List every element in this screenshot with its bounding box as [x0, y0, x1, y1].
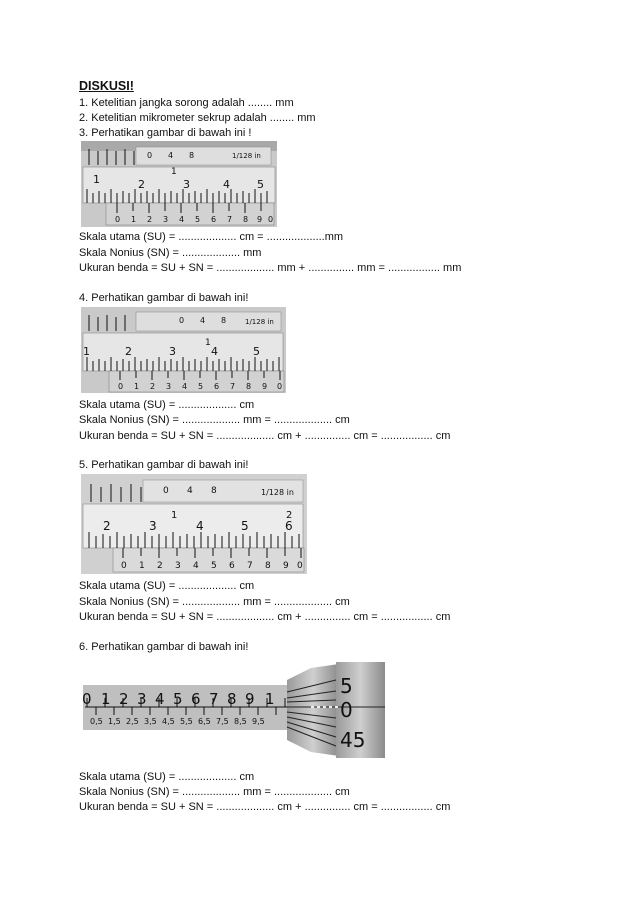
- caliper-inch-small: 1: [171, 167, 177, 177]
- question-5: 5. Perhatikan gambar di bawah ini!: [79, 459, 249, 471]
- caliper-inch-unit: 1/128 in: [261, 488, 294, 497]
- caliper-vernier-label: 9: [283, 561, 289, 571]
- micrometer-sleeve-label: 4: [155, 690, 165, 708]
- caliper-main-label: 1: [83, 345, 90, 358]
- question-6: 6. Perhatikan gambar di bawah ini!: [79, 641, 249, 653]
- q5-main-scale: Skala utama (SU) = ................... cm: [79, 580, 255, 592]
- caliper-upper-label: 4: [200, 316, 206, 325]
- caliper-vernier-label: 0: [297, 561, 303, 571]
- q3-vernier-scale: Skala Nonius (SN) = ................... mm: [79, 247, 262, 259]
- caliper-inch-small-2: 2: [286, 510, 293, 521]
- micrometer-sleeve-label: 0: [82, 690, 92, 708]
- caliper-vernier-label: 5: [195, 215, 201, 224]
- caliper-main-label: 4: [196, 519, 204, 533]
- caliper-vernier-label: 1: [134, 382, 140, 391]
- caliper-main-label: 5: [253, 345, 260, 358]
- caliper-vernier-label: 4: [193, 561, 199, 571]
- micrometer-sleeve-label: 9: [245, 690, 255, 708]
- q5-object-size: Ukuran benda = SU + SN = ................... cm + ............... cm = ................. cm: [79, 611, 451, 623]
- caliper-main-label: 3: [183, 178, 190, 191]
- caliper-vernier-label: 6: [211, 215, 217, 224]
- caliper-vernier-label: 0: [121, 561, 127, 571]
- question-2: 2. Ketelitian mikrometer sekrup adalah ........ mm: [79, 112, 316, 124]
- caliper-main-label: 2: [138, 178, 145, 191]
- caliper-vernier-label: 5: [211, 561, 217, 571]
- question-4: 4. Perhatikan gambar di bawah ini!: [79, 292, 249, 304]
- question-1: 1. Ketelitian jangka sorong adalah ........ mm: [79, 97, 294, 109]
- caliper-vernier-label: 9: [262, 382, 268, 391]
- q5-vernier-scale: Skala Nonius (SN) = ................... mm = ................... cm: [79, 596, 350, 608]
- caliper-main-label: 5: [257, 178, 264, 191]
- caliper-vernier-label: 3: [163, 215, 169, 224]
- caliper-vernier-label: 8: [243, 215, 249, 224]
- micrometer-sleeve-label: 3: [137, 690, 147, 708]
- caliper-inch-unit: 1/128 in: [232, 152, 261, 160]
- caliper-vernier-label: 3: [175, 561, 181, 571]
- caliper-vernier-label: 8: [246, 382, 252, 391]
- micrometer-sleeve-label: 2: [119, 690, 129, 708]
- caliper-main-label: 5: [241, 519, 249, 533]
- micrometer-half-label: 9,5: [252, 717, 265, 726]
- caliper-upper-label: 4: [168, 151, 174, 160]
- caliper-vernier-label: 1: [131, 215, 137, 224]
- caliper-main-label-6: 6: [285, 519, 293, 533]
- micrometer-sleeve-label: 7: [209, 690, 219, 708]
- caliper-upper-label: 8: [211, 486, 217, 496]
- caliper-vernier-label: 9: [257, 215, 263, 224]
- question-3: 3. Perhatikan gambar di bawah ini !: [79, 127, 252, 139]
- caliper-vernier-label: 0: [268, 215, 274, 224]
- caliper-vernier-label: 7: [230, 382, 236, 391]
- caliper-vernier-label: 0: [277, 382, 283, 391]
- q4-vernier-scale: Skala Nonius (SN) = ................... mm = ................... cm: [79, 414, 350, 426]
- q4-object-size: Ukuran benda = SU + SN = ................... cm + ............... cm = ................. cm: [79, 430, 451, 442]
- caliper-main-label: 4: [211, 345, 218, 358]
- caliper-inch-small: 1: [205, 338, 211, 348]
- q6-main-scale: Skala utama (SU) = ................... cm: [79, 771, 255, 783]
- caliper-vernier-label: 7: [247, 561, 253, 571]
- micrometer-sleeve-label: 6: [191, 690, 201, 708]
- page-title: DISKUSI!: [79, 79, 134, 93]
- caliper-main-label: 2: [125, 345, 132, 358]
- caliper-inch-unit: 1/128 in: [245, 318, 274, 326]
- micrometer-sleeve-label: 1: [101, 690, 111, 708]
- caliper-upper-label: 0: [163, 486, 169, 496]
- caliper-image-3: [81, 141, 277, 227]
- caliper-vernier-label: 0: [118, 382, 124, 391]
- caliper-vernier-label: 3: [166, 382, 172, 391]
- caliper-vernier-label: 2: [147, 215, 153, 224]
- micrometer-half-label: 1,5: [108, 717, 121, 726]
- micrometer-half-label: 5,5: [180, 717, 193, 726]
- caliper-vernier-label: 6: [229, 561, 235, 571]
- micrometer-sleeve-label: 5: [173, 690, 183, 708]
- micrometer-sleeve-label: 8: [227, 690, 237, 708]
- caliper-vernier-label: 2: [150, 382, 156, 391]
- caliper-vernier-label: 8: [265, 561, 271, 571]
- caliper-upper-label: 0: [147, 151, 153, 160]
- micrometer-half-label: 2,5: [126, 717, 139, 726]
- caliper-vernier-label: 4: [182, 382, 188, 391]
- caliper-upper-label: 8: [221, 316, 227, 325]
- micrometer-half-label: 4,5: [162, 717, 175, 726]
- q3-object-size: Ukuran benda = SU + SN = ................... mm + ............... mm = ................. mm: [79, 262, 462, 274]
- caliper-image-5: [81, 474, 307, 574]
- caliper-upper-label: 0: [179, 316, 185, 325]
- caliper-main-label: 1: [93, 173, 100, 186]
- caliper-vernier-label: 0: [115, 215, 121, 224]
- micrometer-thimble-label: 0: [340, 698, 353, 722]
- caliper-upper-label: 4: [187, 486, 193, 496]
- micrometer-image-6: [81, 660, 386, 760]
- caliper-main-label: 3: [149, 519, 157, 533]
- micrometer-half-label: 3,5: [144, 717, 157, 726]
- micrometer-half-label: 6,5: [198, 717, 211, 726]
- caliper-vernier-label: 4: [179, 215, 185, 224]
- q4-main-scale: Skala utama (SU) = ................... cm: [79, 399, 255, 411]
- micrometer-half-label: 8,5: [234, 717, 247, 726]
- caliper-vernier-label: 5: [198, 382, 204, 391]
- caliper-vernier-label: 6: [214, 382, 220, 391]
- caliper-inch-small: 1: [171, 510, 178, 521]
- q6-vernier-scale: Skala Nonius (SN) = ................... mm = ................... cm: [79, 786, 350, 798]
- caliper-upper-label: 8: [189, 151, 195, 160]
- micrometer-thimble-label: 5: [340, 674, 353, 698]
- q6-object-size: Ukuran benda = SU + SN = ................... cm + ............... cm = ................. cm: [79, 801, 451, 813]
- caliper-main-label: 4: [223, 178, 230, 191]
- caliper-main-label: 2: [103, 519, 111, 533]
- caliper-vernier-label: 7: [227, 215, 233, 224]
- micrometer-half-label: 0,5: [90, 717, 103, 726]
- caliper-main-label: 3: [169, 345, 176, 358]
- micrometer-sleeve-label: 1: [265, 690, 275, 708]
- caliper-vernier-label: 1: [139, 561, 145, 571]
- q3-main-scale: Skala utama (SU) = ................... cm = ...................mm: [79, 231, 344, 243]
- micrometer-thimble-label: 45: [340, 728, 366, 752]
- caliper-vernier-label: 2: [157, 561, 163, 571]
- caliper-image-4: [81, 307, 286, 393]
- micrometer-half-label: 7,5: [216, 717, 229, 726]
